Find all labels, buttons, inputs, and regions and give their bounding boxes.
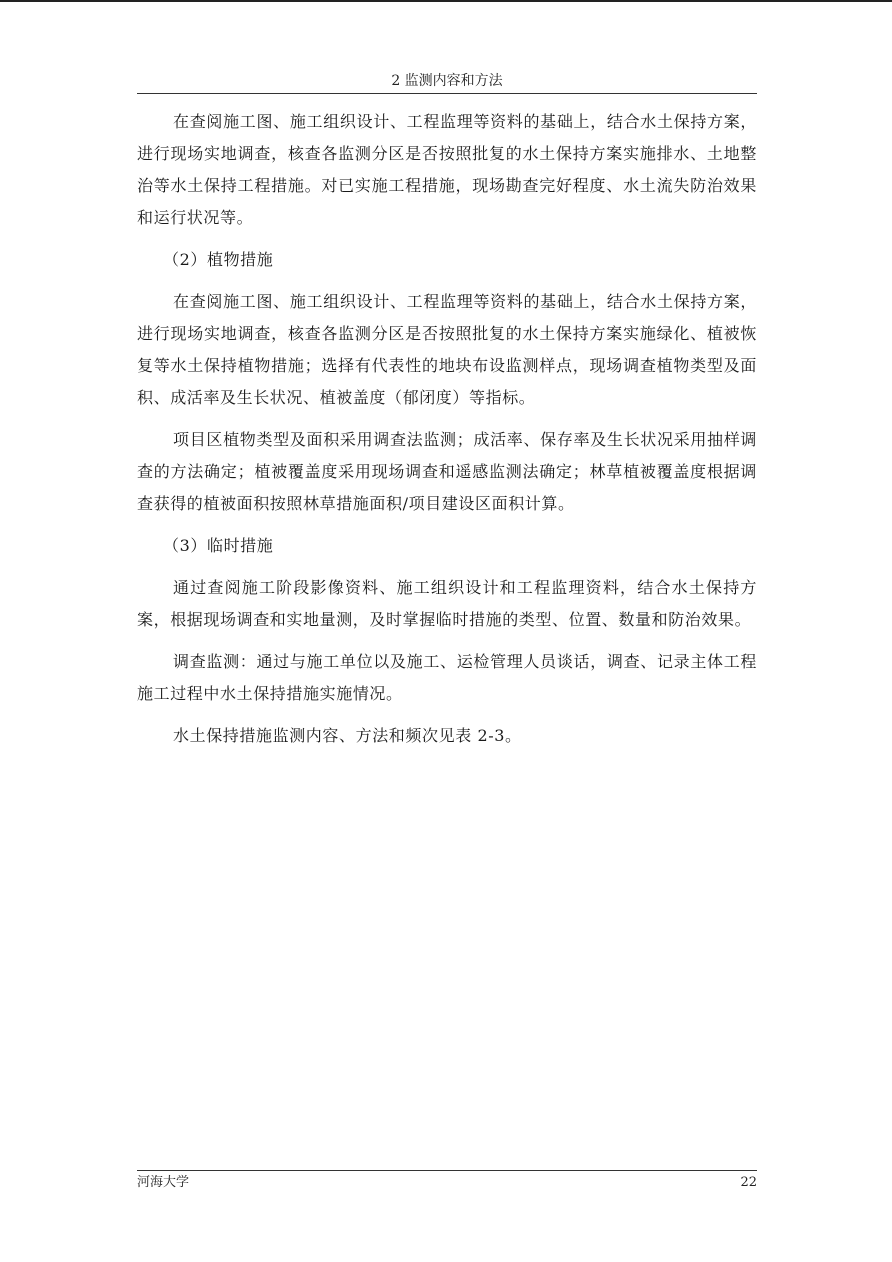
subheading-temporary-measures: （3）临时措施 bbox=[163, 536, 274, 555]
paragraph-plant-monitoring-methods: 项目区植物类型及面积采用调查法监测；成活率、保存率及生长状况采用抽样调查的方法确定；植被覆盖度采用现场调查和遥感监测法确定；林草植被覆盖度根据调查获得的植被面积按照林草措施面积/项目建设区面积计算。 bbox=[137, 430, 757, 513]
header-rule bbox=[137, 93, 757, 94]
paragraph-engineering-measures: 在查阅施工图、施工组织设计、工程监理等资料的基础上，结合水土保持方案，进行现场实地调查，核查各监测分区是否按照批复的水土保持方案实施排水、土地整治等水土保持工程措施。对已实施工程措施，现场勘查完好程度、水土流失防治效果和运行状况等。 bbox=[137, 112, 757, 227]
footer-institution: 河海大学 bbox=[137, 1175, 190, 1190]
running-header: 2 监测内容和方法 bbox=[391, 73, 503, 89]
page-number: 22 bbox=[740, 1175, 757, 1190]
document-body bbox=[137, 106, 757, 762]
footer-rule bbox=[137, 1170, 757, 1171]
paragraph-plant-measures: 在查阅施工图、施工组织设计、工程监理等资料的基础上，结合水土保持方案，进行现场实地调查，核查各监测分区是否按照批复的水土保持方案实施绿化、植被恢复等水土保持植物措施；选择有代表性的地块布设监测样点，现场调查植物类型及面积、成活率及生长状况、植被盖度（郁闭度）等指标。 bbox=[137, 292, 757, 407]
paragraph-temporary-measures: 通过查阅施工阶段影像资料、施工组织设计和工程监理资料，结合水土保持方案，根据现场调查和实地量测，及时掌握临时措施的类型、位置、数量和防治效果。 bbox=[137, 578, 757, 629]
page-top-border bbox=[0, 0, 892, 2]
paragraph-survey-monitoring: 调查监测：通过与施工单位以及施工、运检管理人员谈话，调查、记录主体工程施工过程中水土保持措施实施情况。 bbox=[137, 652, 757, 703]
paragraph-table-reference: 水土保持措施监测内容、方法和频次见表 2-3。 bbox=[173, 726, 522, 745]
subheading-plant-measures: （2）植物措施 bbox=[163, 250, 274, 269]
